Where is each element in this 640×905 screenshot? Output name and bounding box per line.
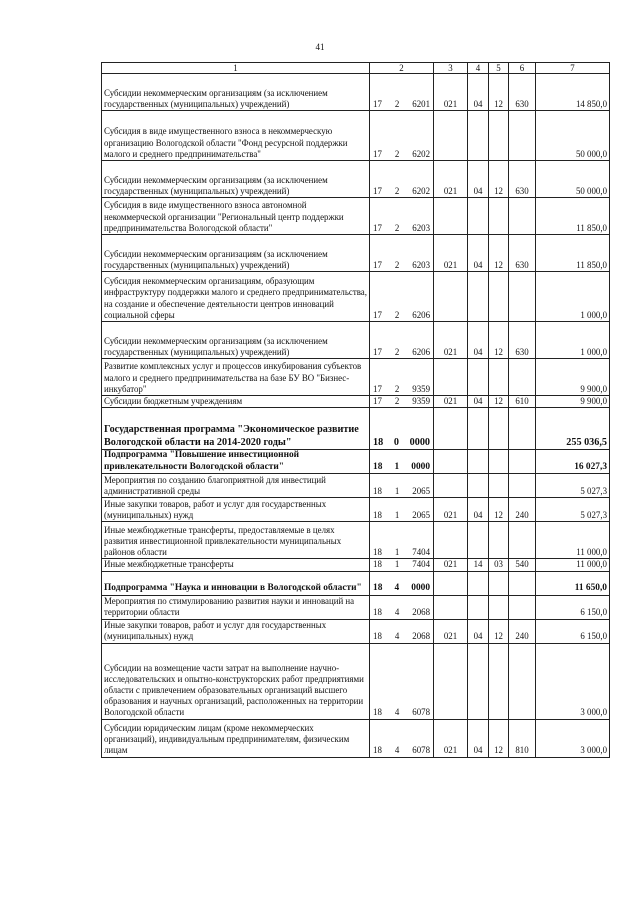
row-name: Субсидия в виде имущественного взноса автономной некоммерческой организации "Региональный центр поддержки предпринимательства Вологодской области" bbox=[102, 198, 370, 235]
row-col3: 021 bbox=[434, 559, 468, 571]
row-col4 bbox=[468, 522, 489, 559]
code-part: 18 bbox=[373, 559, 382, 570]
code-part: 6203 bbox=[412, 222, 430, 233]
table-row bbox=[102, 498, 610, 522]
row-name: Субсидии бюджетным учреждениям bbox=[102, 396, 370, 408]
row-amount: 50 000,0 bbox=[536, 111, 610, 161]
row-col5 bbox=[489, 643, 509, 719]
header-cell: 3 bbox=[434, 63, 468, 74]
code-part: 17 bbox=[373, 396, 382, 406]
row-amount: 6 150,0 bbox=[536, 595, 610, 619]
row-col6: 630 bbox=[509, 74, 536, 111]
row-col4 bbox=[468, 571, 489, 595]
code-part: 7404 bbox=[412, 559, 430, 570]
header-cell: 6 bbox=[509, 63, 536, 74]
row-col3: 021 bbox=[434, 235, 468, 272]
header-cell: 1 bbox=[102, 63, 370, 74]
code-part: 4 bbox=[394, 631, 400, 642]
row-col4 bbox=[468, 450, 489, 474]
row-col4: 04 bbox=[468, 74, 489, 111]
row-amount: 11 850,0 bbox=[536, 235, 610, 272]
table-row bbox=[102, 450, 610, 474]
row-col6 bbox=[509, 571, 536, 595]
row-amount: 6 150,0 bbox=[536, 619, 610, 643]
code-part: 4 bbox=[394, 745, 400, 756]
row-code bbox=[370, 198, 434, 235]
code-part: 2065 bbox=[412, 510, 430, 521]
code-part: 6203 bbox=[412, 259, 430, 270]
code-part: 18 bbox=[373, 510, 382, 521]
table-row bbox=[102, 111, 610, 161]
code-part: 1 bbox=[394, 486, 400, 497]
code-part: 2 bbox=[394, 346, 400, 357]
table-row bbox=[102, 161, 610, 198]
row-code bbox=[370, 643, 434, 719]
row-code bbox=[370, 396, 434, 408]
row-col6: 540 bbox=[509, 559, 536, 571]
row-col5 bbox=[489, 474, 509, 498]
row-col4 bbox=[468, 643, 489, 719]
code-part: 18 bbox=[373, 583, 383, 593]
row-name: Субсидии юридическим лицам (кроме некоммерческих организаций), индивидуальным предпринимателям, физическим лицам bbox=[102, 719, 370, 757]
code-part: 2068 bbox=[412, 607, 430, 618]
code-part: 17 bbox=[373, 185, 382, 196]
table-row bbox=[102, 595, 610, 619]
row-col3 bbox=[434, 272, 468, 322]
table-row bbox=[102, 272, 610, 322]
row-col4 bbox=[468, 408, 489, 450]
row-code bbox=[370, 522, 434, 559]
row-code bbox=[370, 474, 434, 498]
row-col4: 04 bbox=[468, 498, 489, 522]
code-part: 0000 bbox=[409, 436, 430, 448]
row-col5 bbox=[489, 359, 509, 396]
row-name: Развитие комплексных услуг и процессов инкубирования субъектов малого и среднего предпринимательства на базе БУ ВО "Бизнес-инкубатор" bbox=[102, 359, 370, 396]
code-part: 0000 bbox=[411, 583, 430, 593]
row-name: Субсидия некоммерческим организациям, образующим инфраструктуру поддержки малого и среднего предпринимательства, на создание и обеспечение деятельности центров инноваций социальной сферы bbox=[102, 272, 370, 322]
row-col6: 240 bbox=[509, 498, 536, 522]
table-row bbox=[102, 235, 610, 272]
code-part: 7404 bbox=[412, 547, 430, 558]
row-col6 bbox=[509, 408, 536, 450]
row-col3: 021 bbox=[434, 161, 468, 198]
row-code bbox=[370, 322, 434, 359]
header-cell: 5 bbox=[489, 63, 509, 74]
header-cell: 4 bbox=[468, 63, 489, 74]
code-part: 18 bbox=[373, 436, 384, 448]
row-name: Субсидии некоммерческим организациям (за исключением государственных (муниципальных) учреждений) bbox=[102, 74, 370, 111]
code-part: 17 bbox=[373, 383, 382, 394]
code-part: 2 bbox=[394, 383, 400, 394]
row-col3 bbox=[434, 643, 468, 719]
row-name: Мероприятия по стимулированию развития науки и инноваций на территории области bbox=[102, 595, 370, 619]
table-row bbox=[102, 396, 610, 408]
code-part: 2 bbox=[394, 148, 400, 159]
row-col5: 12 bbox=[489, 161, 509, 198]
row-col3 bbox=[434, 198, 468, 235]
row-amount: 1 000,0 bbox=[536, 322, 610, 359]
row-col5: 12 bbox=[489, 235, 509, 272]
row-amount: 11 000,0 bbox=[536, 559, 610, 571]
code-part: 4 bbox=[394, 607, 400, 618]
row-amount: 3 000,0 bbox=[536, 719, 610, 757]
table-row bbox=[102, 719, 610, 757]
code-part: 2065 bbox=[412, 486, 430, 497]
row-code bbox=[370, 619, 434, 643]
row-amount: 50 000,0 bbox=[536, 161, 610, 198]
row-name: Мероприятия по созданию благоприятной для инвестиций административной среды bbox=[102, 474, 370, 498]
code-part: 18 bbox=[373, 607, 382, 618]
code-part: 18 bbox=[373, 486, 382, 497]
row-amount: 11 650,0 bbox=[536, 571, 610, 595]
row-col6 bbox=[509, 522, 536, 559]
row-col6 bbox=[509, 595, 536, 619]
row-col5: 12 bbox=[489, 619, 509, 643]
row-name: Субсидии некоммерческим организациям (за исключением государственных (муниципальных) учреждений) bbox=[102, 322, 370, 359]
row-name: Субсидия в виде имущественного взноса в некоммерческую организацию Вологодской области "Фонд ресурсной поддержки малого и среднего предпринимательства" bbox=[102, 111, 370, 161]
row-col5 bbox=[489, 522, 509, 559]
table-row bbox=[102, 74, 610, 111]
row-amount: 3 000,0 bbox=[536, 643, 610, 719]
row-col5: 12 bbox=[489, 719, 509, 757]
row-code bbox=[370, 719, 434, 757]
row-col6 bbox=[509, 272, 536, 322]
table-row bbox=[102, 571, 610, 595]
row-col5 bbox=[489, 198, 509, 235]
row-code bbox=[370, 595, 434, 619]
code-part: 2 bbox=[394, 396, 400, 406]
header-cell: 2 bbox=[370, 63, 434, 74]
row-amount: 16 027,3 bbox=[536, 450, 610, 474]
row-col5 bbox=[489, 272, 509, 322]
code-part: 17 bbox=[373, 309, 382, 320]
table-row bbox=[102, 198, 610, 235]
row-col4 bbox=[468, 474, 489, 498]
table-row bbox=[102, 619, 610, 643]
code-part: 18 bbox=[373, 461, 383, 472]
table-row bbox=[102, 643, 610, 719]
row-col4 bbox=[468, 595, 489, 619]
code-part: 17 bbox=[373, 148, 382, 159]
code-part: 4 bbox=[394, 707, 400, 718]
row-amount: 9 900,0 bbox=[536, 359, 610, 396]
code-part: 2 bbox=[394, 309, 400, 320]
row-col4 bbox=[468, 359, 489, 396]
row-col4 bbox=[468, 198, 489, 235]
row-amount: 5 027,3 bbox=[536, 498, 610, 522]
row-col6: 610 bbox=[509, 396, 536, 408]
row-amount: 14 850,0 bbox=[536, 74, 610, 111]
row-col6 bbox=[509, 474, 536, 498]
code-part: 17 bbox=[373, 259, 382, 270]
row-name: Иные межбюджетные трансферты, предоставляемые в целях развития инвестиционной привлекательности муниципальных районов области bbox=[102, 522, 370, 559]
row-col3: 021 bbox=[434, 396, 468, 408]
row-name: Иные закупки товаров, работ и услуг для государственных (муниципальных) нужд bbox=[102, 498, 370, 522]
row-col6: 630 bbox=[509, 322, 536, 359]
row-code bbox=[370, 161, 434, 198]
code-part: 6078 bbox=[412, 745, 430, 756]
row-col3 bbox=[434, 450, 468, 474]
row-name: Иные межбюджетные трансферты bbox=[102, 559, 370, 571]
row-name: Субсидии некоммерческим организациям (за исключением государственных (муниципальных) учреждений) bbox=[102, 235, 370, 272]
row-amount: 255 036,5 bbox=[536, 408, 610, 450]
row-col5 bbox=[489, 595, 509, 619]
row-amount: 5 027,3 bbox=[536, 474, 610, 498]
row-col6: 240 bbox=[509, 619, 536, 643]
row-code bbox=[370, 571, 434, 595]
budget-table bbox=[101, 62, 610, 758]
row-col6 bbox=[509, 450, 536, 474]
code-part: 2 bbox=[394, 259, 400, 270]
code-part: 17 bbox=[373, 98, 382, 109]
row-col4: 04 bbox=[468, 322, 489, 359]
row-col3 bbox=[434, 408, 468, 450]
row-code bbox=[370, 235, 434, 272]
code-part: 2 bbox=[394, 222, 400, 233]
code-part: 6202 bbox=[412, 185, 430, 196]
code-part: 18 bbox=[373, 707, 382, 718]
row-name: Субсидии на возмещение части затрат на выполнение научно-исследовательских и опытно-конструкторских работ предприятиями области с привлечением образовательных организаций высшего образования и научных организаций, расположенных на территории Вологодской области bbox=[102, 643, 370, 719]
code-part: 2 bbox=[394, 98, 400, 109]
code-part: 1 bbox=[394, 510, 400, 521]
row-col6 bbox=[509, 198, 536, 235]
row-col5 bbox=[489, 408, 509, 450]
row-name: Подпрограмма "Наука и инновации в Вологодской области" bbox=[102, 571, 370, 595]
table-row bbox=[102, 522, 610, 559]
code-part: 6078 bbox=[412, 707, 430, 718]
code-part: 1 bbox=[394, 547, 400, 558]
row-col3 bbox=[434, 571, 468, 595]
table-row bbox=[102, 408, 610, 450]
row-col3: 021 bbox=[434, 74, 468, 111]
code-part: 0 bbox=[393, 436, 399, 448]
row-code bbox=[370, 359, 434, 396]
row-amount: 11 850,0 bbox=[536, 198, 610, 235]
row-col3 bbox=[434, 522, 468, 559]
row-amount: 11 000,0 bbox=[536, 522, 610, 559]
row-col5 bbox=[489, 111, 509, 161]
row-col4: 04 bbox=[468, 235, 489, 272]
code-part: 18 bbox=[373, 745, 382, 756]
code-part: 6201 bbox=[412, 98, 430, 109]
table-row bbox=[102, 559, 610, 571]
row-code bbox=[370, 408, 434, 450]
row-col6 bbox=[509, 359, 536, 396]
row-code bbox=[370, 111, 434, 161]
row-col4: 04 bbox=[468, 396, 489, 408]
row-amount: 9 900,0 bbox=[536, 396, 610, 408]
row-col6: 630 bbox=[509, 235, 536, 272]
header-row bbox=[102, 63, 610, 74]
header-cell: 7 bbox=[536, 63, 610, 74]
row-code bbox=[370, 559, 434, 571]
row-name: Иные закупки товаров, работ и услуг для государственных (муниципальных) нужд bbox=[102, 619, 370, 643]
row-col3: 021 bbox=[434, 322, 468, 359]
code-part: 1 bbox=[394, 461, 400, 472]
row-col6 bbox=[509, 643, 536, 719]
code-part: 18 bbox=[373, 547, 382, 558]
row-col4: 14 bbox=[468, 559, 489, 571]
row-col4: 04 bbox=[468, 619, 489, 643]
row-col6 bbox=[509, 111, 536, 161]
table-row bbox=[102, 474, 610, 498]
row-col5: 12 bbox=[489, 322, 509, 359]
row-col6: 630 bbox=[509, 161, 536, 198]
page-number: 41 bbox=[315, 42, 325, 52]
row-col5 bbox=[489, 450, 509, 474]
row-col3 bbox=[434, 595, 468, 619]
row-col3 bbox=[434, 474, 468, 498]
row-col5 bbox=[489, 571, 509, 595]
row-col3: 021 bbox=[434, 498, 468, 522]
row-col4: 04 bbox=[468, 719, 489, 757]
table-row bbox=[102, 322, 610, 359]
row-col5: 12 bbox=[489, 74, 509, 111]
code-part: 6206 bbox=[412, 309, 430, 320]
row-col3 bbox=[434, 359, 468, 396]
row-name: Государственная программа "Экономическое развитие Вологодской области на 2014-2020 годы" bbox=[102, 408, 370, 450]
code-part: 9359 bbox=[412, 396, 430, 406]
row-code bbox=[370, 272, 434, 322]
row-col5: 12 bbox=[489, 396, 509, 408]
row-col6: 810 bbox=[509, 719, 536, 757]
code-part: 2 bbox=[394, 185, 400, 196]
code-part: 17 bbox=[373, 222, 382, 233]
row-col5: 03 bbox=[489, 559, 509, 571]
row-name: Субсидии некоммерческим организациям (за исключением государственных (муниципальных) учреждений) bbox=[102, 161, 370, 198]
row-amount: 1 000,0 bbox=[536, 272, 610, 322]
code-part: 18 bbox=[373, 631, 382, 642]
code-part: 6202 bbox=[412, 148, 430, 159]
row-col3 bbox=[434, 111, 468, 161]
row-code bbox=[370, 74, 434, 111]
code-part: 1 bbox=[394, 559, 400, 570]
row-col3: 021 bbox=[434, 719, 468, 757]
code-part: 2068 bbox=[412, 631, 430, 642]
code-part: 9359 bbox=[412, 383, 430, 394]
table-row bbox=[102, 359, 610, 396]
row-name: Подпрограмма "Повышение инвестиционной привлекательности Вологодской области" bbox=[102, 450, 370, 474]
row-code bbox=[370, 498, 434, 522]
code-part: 17 bbox=[373, 346, 382, 357]
row-col4 bbox=[468, 111, 489, 161]
row-col5: 12 bbox=[489, 498, 509, 522]
code-part: 0000 bbox=[411, 461, 430, 472]
row-col4: 04 bbox=[468, 161, 489, 198]
row-code bbox=[370, 450, 434, 474]
code-part: 6206 bbox=[412, 346, 430, 357]
row-col4 bbox=[468, 272, 489, 322]
row-col3: 021 bbox=[434, 619, 468, 643]
code-part: 4 bbox=[394, 583, 400, 593]
